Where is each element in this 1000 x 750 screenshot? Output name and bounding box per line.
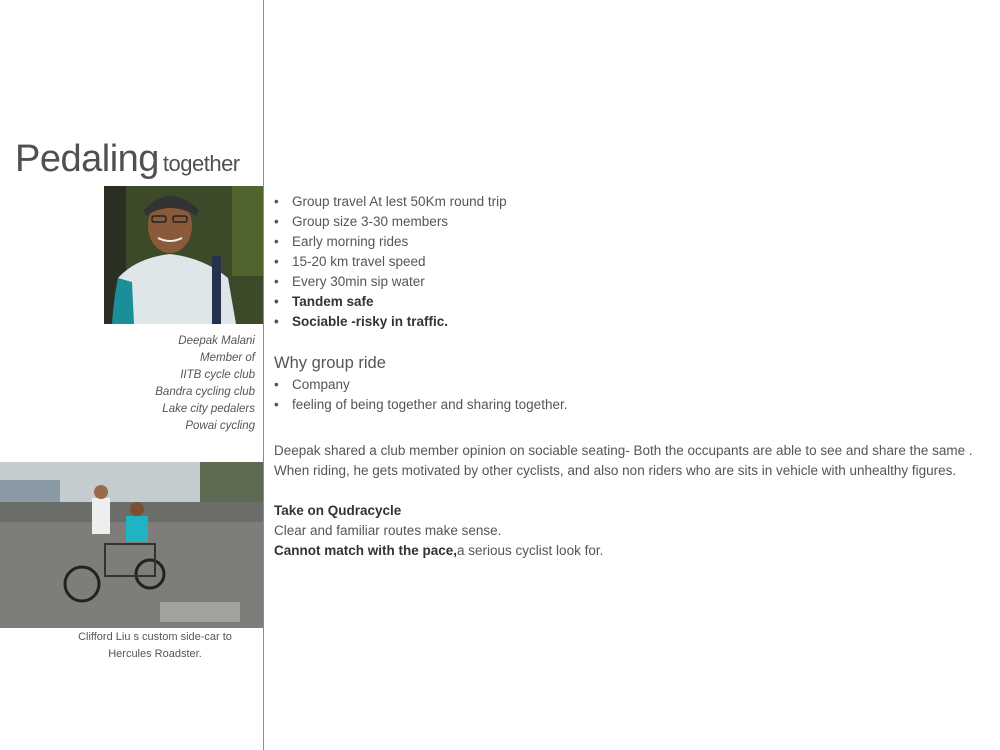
take-heading: Take on Qudracycle — [274, 503, 402, 518]
title-sub: together — [162, 151, 240, 176]
why-heading: Why group ride — [274, 354, 386, 372]
caption-line: Member of — [200, 352, 255, 364]
list-item: • Sociable -risky in traffic. — [274, 312, 982, 332]
caption-line: IITB cycle club — [180, 369, 255, 381]
list-item: • 15-20 km travel speed — [274, 252, 982, 272]
caption-line: Clifford Liu s custom side-car to — [78, 631, 232, 643]
caption-line: Hercules Roadster. — [108, 648, 202, 660]
list-item: • Early morning rides — [274, 232, 982, 252]
portrait-caption — [155, 333, 255, 435]
main-content — [274, 192, 982, 561]
take-rest: a serious cyclist look for. — [457, 543, 604, 558]
caption-line: Powai cycling — [185, 420, 255, 432]
paragraph-motivation: When riding, he gets motivated by other cyclists, and also non riders who are sits in vehicle with unhealthy figures. — [274, 463, 957, 478]
spacer — [274, 481, 982, 501]
list-item: • Group size 3-30 members — [274, 212, 982, 232]
paragraph-opinion: Deepak shared a club member opinion on sociable seating- Both the occupants are able to see and share the same . — [274, 443, 973, 458]
list-item: • Group travel At lest 50Km round trip — [274, 192, 982, 212]
sidecar-caption — [0, 629, 310, 663]
sidecar-illustration — [0, 462, 263, 628]
cyclist-portrait-photo — [104, 186, 263, 324]
title-main: Pedaling — [15, 138, 159, 180]
take-bold: Cannot match with the pace, — [274, 543, 458, 558]
sidecar-bicycle-photo — [0, 462, 263, 628]
list-item: • Every 30min sip water — [274, 272, 982, 292]
ride-facts-list — [274, 192, 982, 332]
page-title — [15, 138, 240, 181]
list-item: • feeling of being together and sharing together. — [274, 395, 982, 415]
spacer — [274, 415, 982, 441]
caption-line: Deepak Malani — [178, 335, 255, 347]
list-item: • Tandem safe — [274, 292, 982, 312]
caption-line: Bandra cycling club — [155, 386, 255, 398]
caption-line: Lake city pedalers — [162, 403, 255, 415]
list-item: • Company — [274, 375, 982, 395]
take-pace-line — [274, 541, 982, 561]
portrait-illustration — [104, 186, 263, 324]
take-line: Clear and familiar routes make sense. — [274, 523, 502, 538]
why-list — [274, 375, 982, 415]
